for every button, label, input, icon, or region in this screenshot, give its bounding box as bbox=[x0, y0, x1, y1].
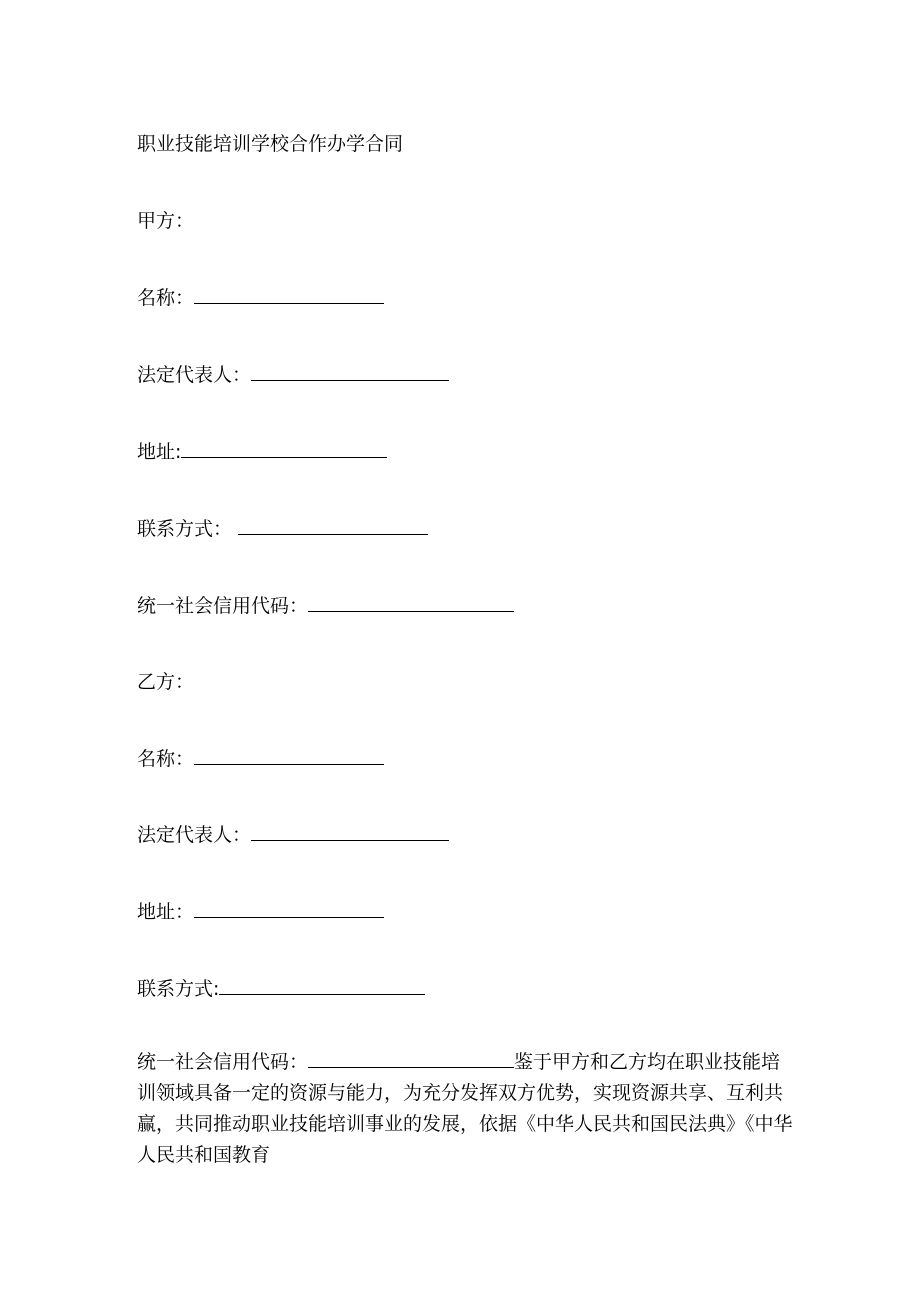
party-a-rep-label: 法定代表人： bbox=[137, 364, 252, 386]
party-b-heading: 乙方： bbox=[137, 671, 195, 693]
party-a-name-row bbox=[137, 285, 384, 311]
party-a-name-label: 名称： bbox=[137, 287, 195, 309]
party-a-address-blank bbox=[181, 439, 387, 458]
party-a-heading: 甲方： bbox=[137, 210, 195, 232]
party-b-rep-blank bbox=[251, 822, 449, 841]
party-b-contact-blank bbox=[219, 976, 425, 995]
party-a-rep-blank bbox=[251, 362, 449, 381]
document-title: 职业技能培训学校合作办学合同 bbox=[137, 133, 404, 155]
party-b-address-blank bbox=[194, 899, 384, 918]
party-a-credit-code-blank bbox=[308, 593, 514, 612]
party-b-credit-code-blank bbox=[308, 1049, 514, 1068]
party-a-credit-code-label: 统一社会信用代码： bbox=[137, 595, 309, 617]
party-b-name-blank bbox=[194, 746, 384, 765]
party-a-contact-row bbox=[137, 516, 428, 542]
party-b-credit-code-label: 统一社会信用代码： bbox=[137, 1051, 309, 1073]
party-b-name-label: 名称： bbox=[137, 748, 195, 770]
party-a-name-blank bbox=[194, 285, 384, 304]
party-b-contact-row bbox=[137, 976, 425, 1002]
party-a-address-row bbox=[137, 439, 387, 465]
party-b-credit-code-and-preamble bbox=[137, 1047, 797, 1171]
party-a-rep-row bbox=[137, 362, 449, 388]
preamble-text: 鉴于甲方和乙方均在职业技能培训领域具备一定的资源与能力，为充分发挥双方优势，实现资源共享、互利共赢，共同推动职业技能培训事业的发展，依据《中华人民共和国民法典》《中华人民共和国教育 bbox=[137, 1051, 793, 1166]
party-b-address-label: 地址： bbox=[137, 901, 195, 923]
party-b-rep-label: 法定代表人： bbox=[137, 824, 252, 846]
party-a-credit-code-row bbox=[137, 593, 514, 619]
party-b-contact-label: 联系方式: bbox=[137, 978, 220, 1000]
party-a-address-label: 地址: bbox=[137, 441, 182, 463]
party-a-contact-blank bbox=[238, 516, 428, 535]
party-b-name-row bbox=[137, 746, 384, 772]
party-a-contact-label: 联系方式： bbox=[137, 518, 233, 540]
party-b-address-row bbox=[137, 899, 384, 925]
party-b-rep-row bbox=[137, 822, 449, 848]
